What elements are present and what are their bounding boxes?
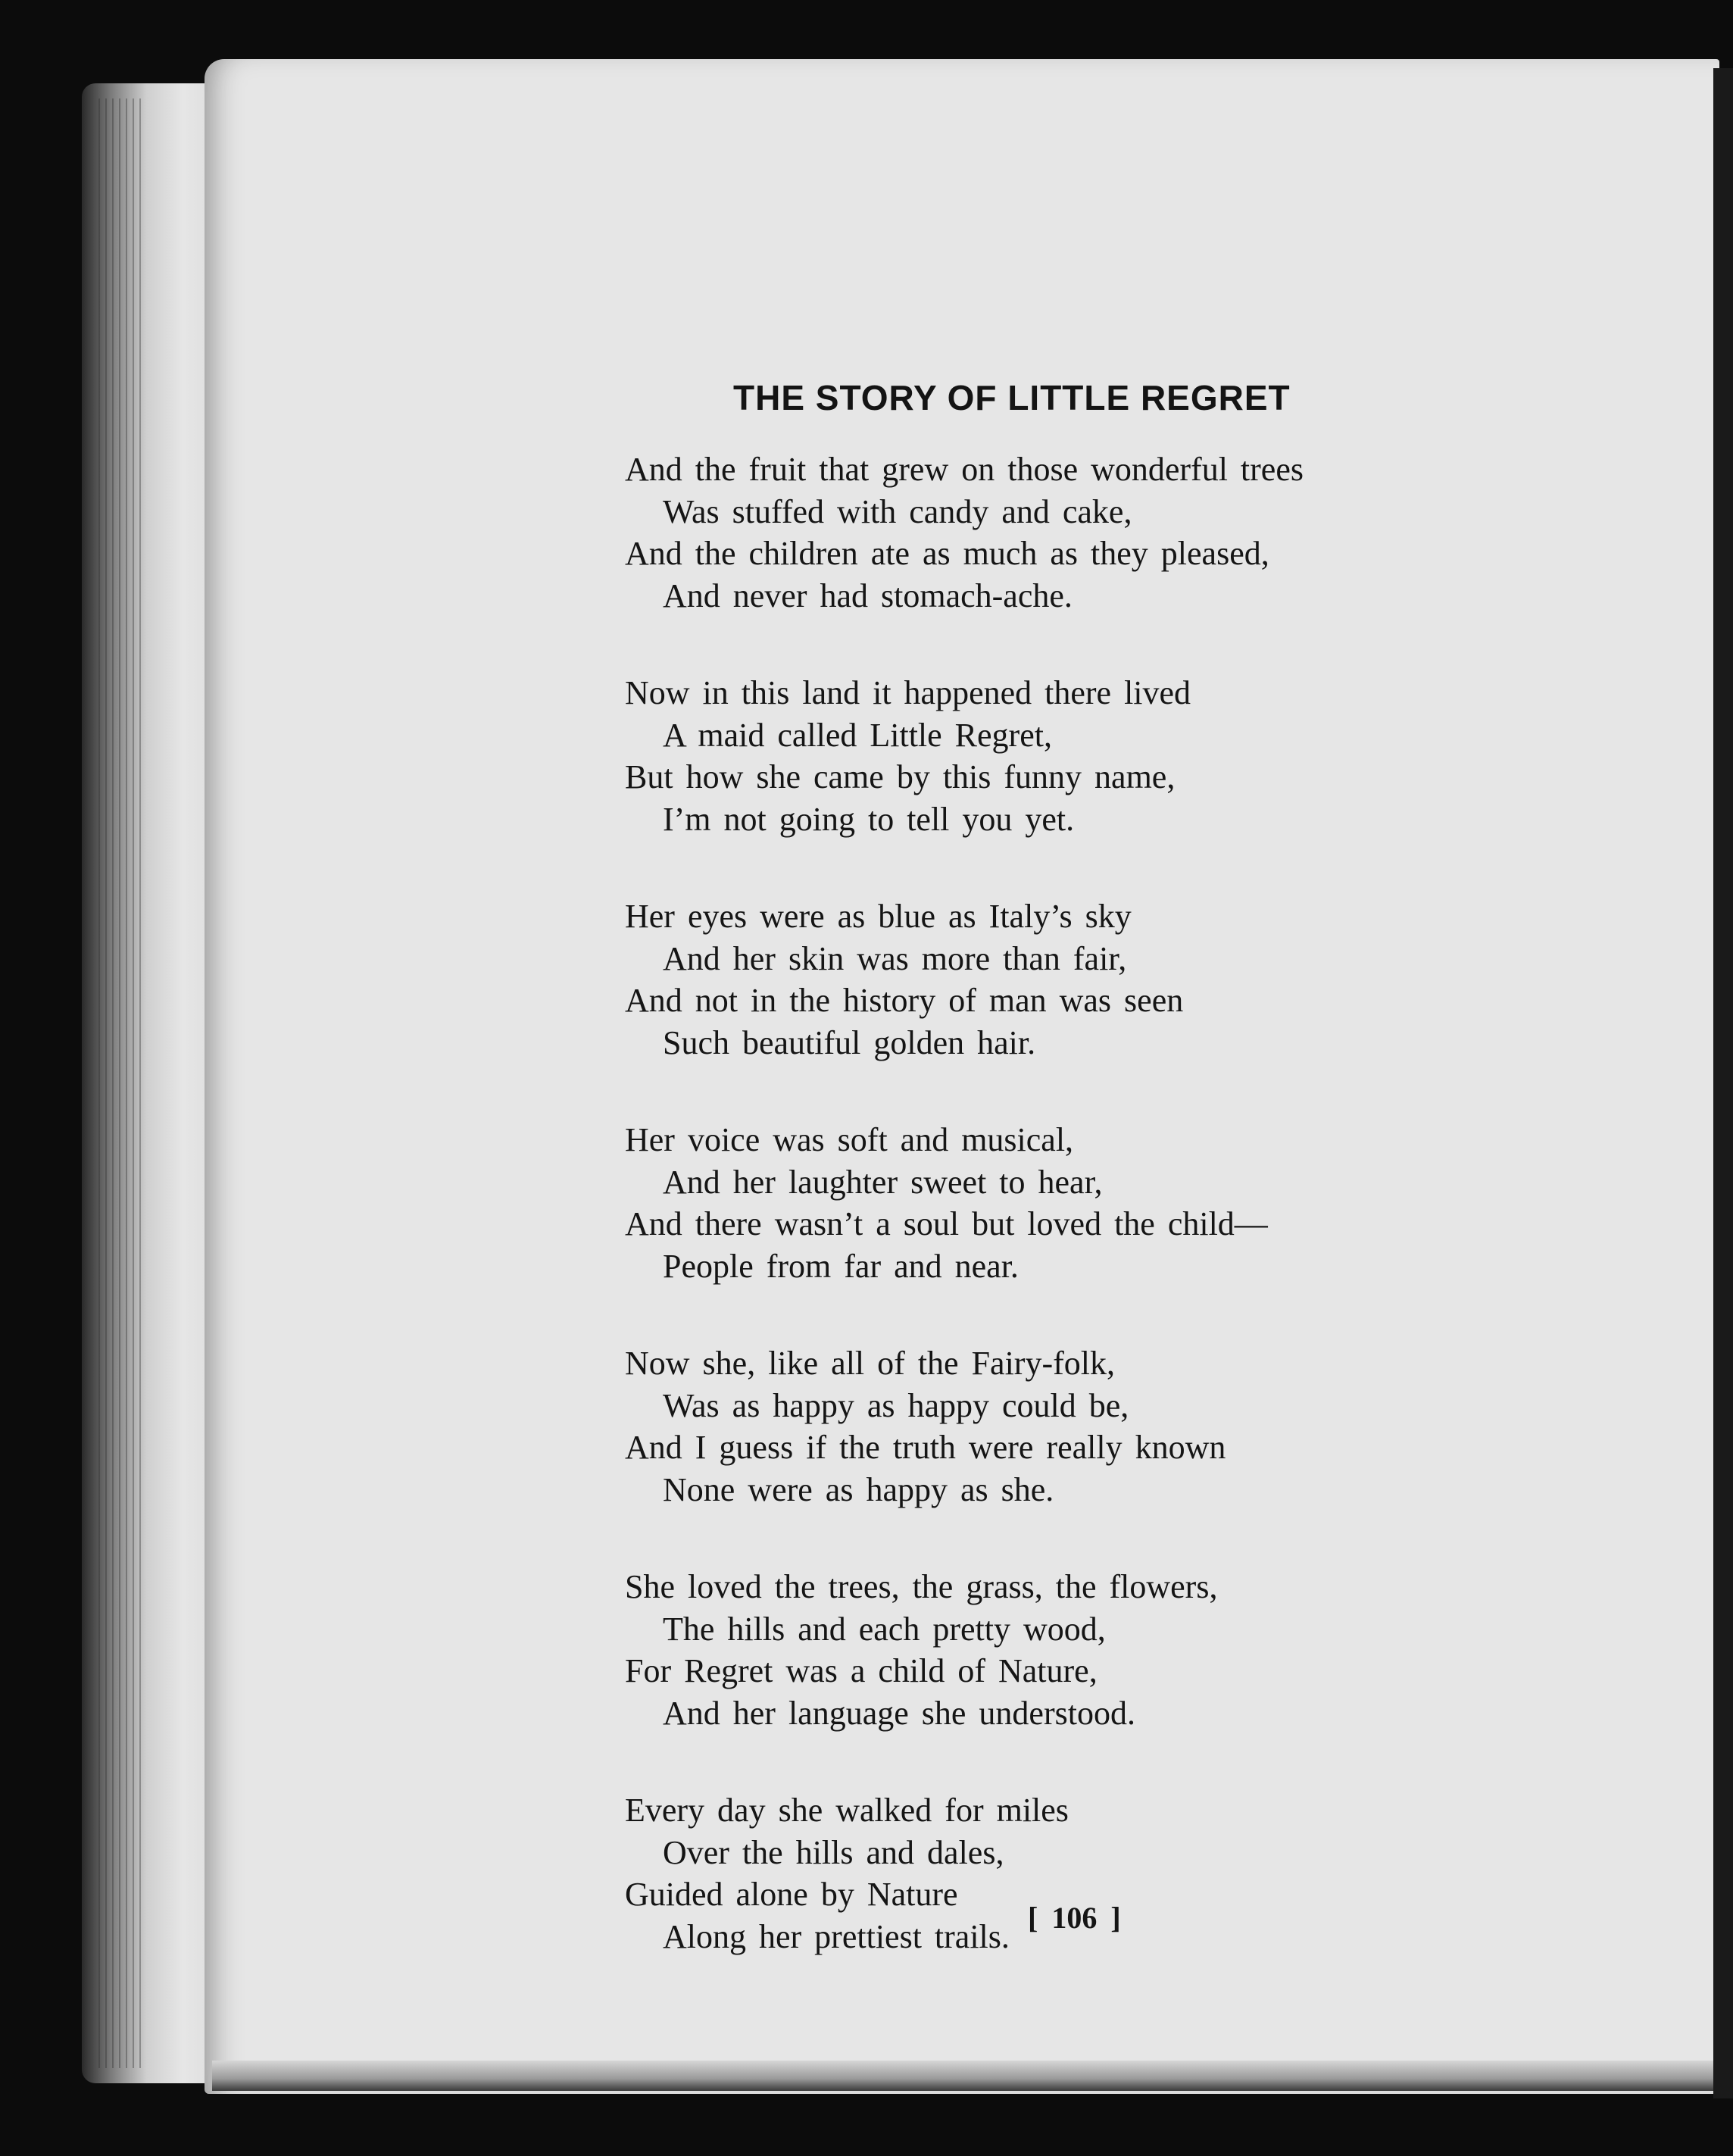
page-bottom-edge [212,2061,1719,2091]
stanza [625,448,1496,617]
poem-line: For Regret was a child of Nature, [625,1652,1098,1689]
poem-line: And the fruit that grew on those wonderful trees [625,451,1304,488]
poem-line: Over the hills and dales, [663,1833,1004,1871]
poem-line: She loved the trees, the grass, the flowers, [625,1568,1218,1605]
stanza [625,895,1496,1064]
poem-line: And her skin was more than fair, [663,939,1127,977]
poem-line: And never had stomach-ache. [663,576,1073,614]
page-title: THE STORY OF LITTLE REGRET [733,378,1291,417]
poem-line: Her eyes were as blue as Italy’s sky [625,898,1132,935]
stanza [625,672,1496,840]
poem-line: And the children ate as much as they pleased, [625,535,1269,572]
poem-line: Along her prettiest trails. [663,1917,1010,1955]
poem-line: And her language she understood. [663,1694,1135,1732]
poem-line: And not in the history of man was seen [625,982,1184,1019]
poem [625,448,1496,2013]
poem-line: Now she, like all of the Fairy-folk, [625,1345,1115,1382]
poem-line: Was stuffed with candy and cake, [663,492,1132,530]
stanza [625,1342,1496,1511]
stanza [625,1119,1496,1287]
poem-line: Guided alone by Nature [625,1876,958,1913]
poem-line: Now in this land it happened there lived [625,674,1191,711]
poem-line: I’m not going to tell you yet. [663,800,1075,838]
poem-line: And there wasn’t a soul but loved the child— [625,1205,1268,1242]
page-right-edge [1713,68,1733,2098]
poem-line: A maid called Little Regret, [663,716,1052,754]
spine-texture [98,98,144,2068]
poem-line: And her laughter sweet to hear, [663,1163,1103,1201]
poem-line: None were as happy as she. [663,1470,1054,1508]
poem-line: The hills and each pretty wood, [663,1610,1106,1648]
poem-line: Was as happy as happy could be, [663,1386,1129,1424]
page-number: [ 106 ] [1028,1901,1121,1935]
stanza [625,1566,1496,1734]
poem-line: People from far and near. [663,1247,1019,1285]
poem-line: Her voice was soft and musical, [625,1121,1074,1158]
poem-line: And I guess if the truth were really known [625,1429,1226,1466]
poem-line: Every day she walked for miles [625,1792,1069,1829]
poem-line: Such beautiful golden hair. [663,1023,1036,1061]
poem-line: But how she came by this funny name, [625,758,1176,795]
